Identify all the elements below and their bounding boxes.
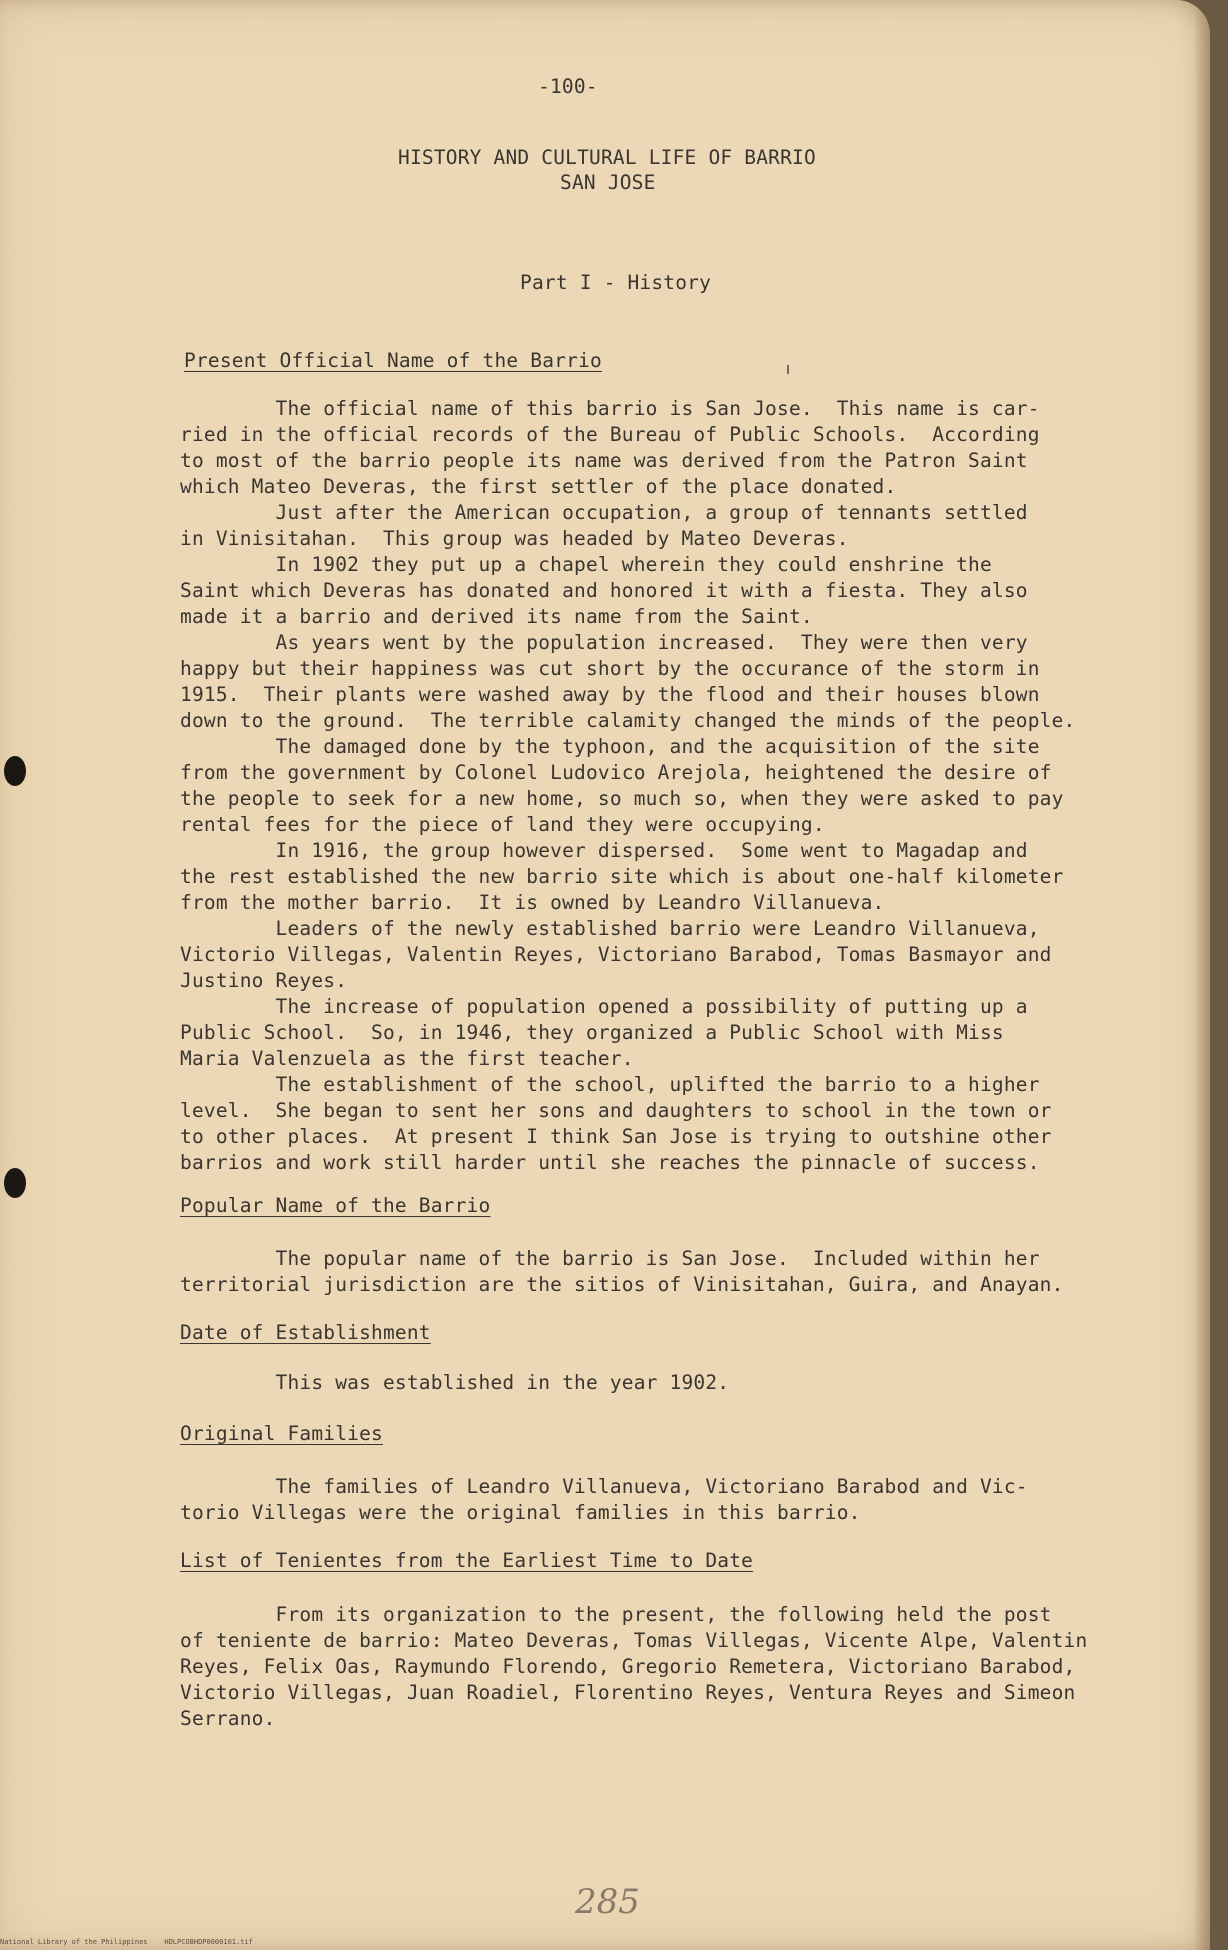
punch-hole-bottom (4, 1168, 26, 1198)
handwritten-page-number: 285 (575, 1882, 640, 1922)
body-line: From its organization to the present, the following held the post (180, 1603, 1052, 1626)
punch-hole-top (4, 756, 26, 786)
body-line: to other places. At present I think San Jose is trying to outshine other (180, 1125, 1052, 1148)
body-line: The popular name of the barrio is San Jose. Included within her (180, 1247, 1040, 1270)
body-line: In 1916, the group however dispersed. Some went to Magadap and (180, 839, 1028, 862)
document-title: HISTORY AND CULTURAL LIFE OF BARRIO (398, 146, 816, 169)
body-line: from the mother barrio. It is owned by Leandro Villanueva. (180, 891, 885, 914)
section-heading-official-name: Present Official Name of the Barrio (184, 349, 602, 372)
stray-ink-mark (787, 365, 789, 374)
body-line: The official name of this barrio is San Jose. This name is car- (180, 397, 1040, 420)
body-line: rental fees for the piece of land they were occupying. (180, 813, 825, 836)
body-line: made it a barrio and derived its name from the Saint. (180, 605, 813, 628)
body-line: Reyes, Felix Oas, Raymundo Florendo, Gregorio Remetera, Victoriano Barabod, (180, 1655, 1076, 1678)
body-line: happy but their happiness was cut short by the occurance of the storm in (180, 657, 1040, 680)
body-line: Public School. So, in 1946, they organized a Public School with Miss (180, 1021, 1004, 1044)
section-body-popular-name (180, 1246, 1064, 1298)
body-line: 1915. Their plants were washed away by the flood and their houses blown (180, 683, 1040, 706)
body-line: to most of the barrio people its name was derived from the Patron Saint (180, 449, 1028, 472)
body-line: torio Villegas were the original families in this barrio. (180, 1501, 861, 1524)
body-line: The increase of population opened a possibility of putting up a (180, 995, 1028, 1018)
body-line: from the government by Colonel Ludovico Arejola, heightened the desire of (180, 761, 1052, 784)
section-heading-establishment: Date of Establishment (180, 1321, 431, 1344)
body-line: Saint which Deveras has donated and honored it with a fiesta. They also (180, 579, 1028, 602)
section-body-tenientes (180, 1602, 1087, 1732)
body-line: Serrano. (180, 1707, 276, 1730)
section-heading-popular-name: Popular Name of the Barrio (180, 1194, 491, 1217)
body-line: Leaders of the newly established barrio were Leandro Villanueva, (180, 917, 1040, 940)
body-line: The families of Leandro Villanueva, Victoriano Barabod and Vic- (180, 1475, 1028, 1498)
body-line: Victorio Villegas, Valentin Reyes, Victoriano Barabod, Tomas Basmayor and (180, 943, 1052, 966)
body-line: As years went by the population increased. They were then very (180, 631, 1028, 654)
body-line: which Mateo Deveras, the first settler of the place donated. (180, 475, 897, 498)
body-line: This was established in the year 1902. (180, 1371, 730, 1394)
body-line: level. She began to sent her sons and daughters to school in the town or (180, 1099, 1052, 1122)
section-body-establishment (180, 1370, 729, 1396)
body-line: barrios and work still harder until she reaches the pinnacle of success. (180, 1151, 1040, 1174)
section-heading-families: Original Families (180, 1422, 383, 1445)
body-line: ried in the official records of the Bureau of Public Schools. According (180, 423, 1040, 446)
body-line: the people to seek for a new home, so much so, when they were asked to pay (180, 787, 1064, 810)
body-line: of teniente de barrio: Mateo Deveras, Tomas Villegas, Vicente Alpe, Valentin (180, 1629, 1088, 1652)
body-line: territorial jurisdiction are the sitios of Vinisitahan, Guira, and Anayan. (180, 1273, 1064, 1296)
body-line: Victorio Villegas, Juan Roadiel, Florentino Reyes, Ventura Reyes and Simeon (180, 1681, 1076, 1704)
body-line: the rest established the new barrio site which is about one-half kilometer (180, 865, 1064, 888)
page-edge-shadow (1194, 0, 1210, 1950)
body-line: Just after the American occupation, a group of tennants settled (180, 501, 1028, 524)
body-line: The establishment of the school, uplifted the barrio to a higher (180, 1073, 1040, 1096)
part-heading: Part I - History (520, 271, 712, 294)
document-subtitle: SAN JOSE (560, 171, 656, 194)
archive-footer: National Library of the Philippines HDLPCOBHDP0000101.tif (0, 1938, 253, 1946)
section-heading-tenientes: List of Tenientes from the Earliest Time to Date (180, 1549, 754, 1572)
body-line: Maria Valenzuela as the first teacher. (180, 1047, 634, 1070)
body-line: in Vinisitahan. This group was headed by Mateo Deveras. (180, 527, 849, 550)
body-line: The damaged done by the typhoon, and the acquisition of the site (180, 735, 1040, 758)
body-line: down to the ground. The terrible calamity changed the minds of the people. (180, 709, 1076, 732)
section-body-official-name (180, 396, 1076, 1176)
body-line: Justino Reyes. (180, 969, 348, 992)
section-body-families (180, 1474, 1028, 1526)
body-line: In 1902 they put up a chapel wherein they could enshrine the (180, 553, 992, 576)
page-number: -100- (538, 75, 598, 98)
